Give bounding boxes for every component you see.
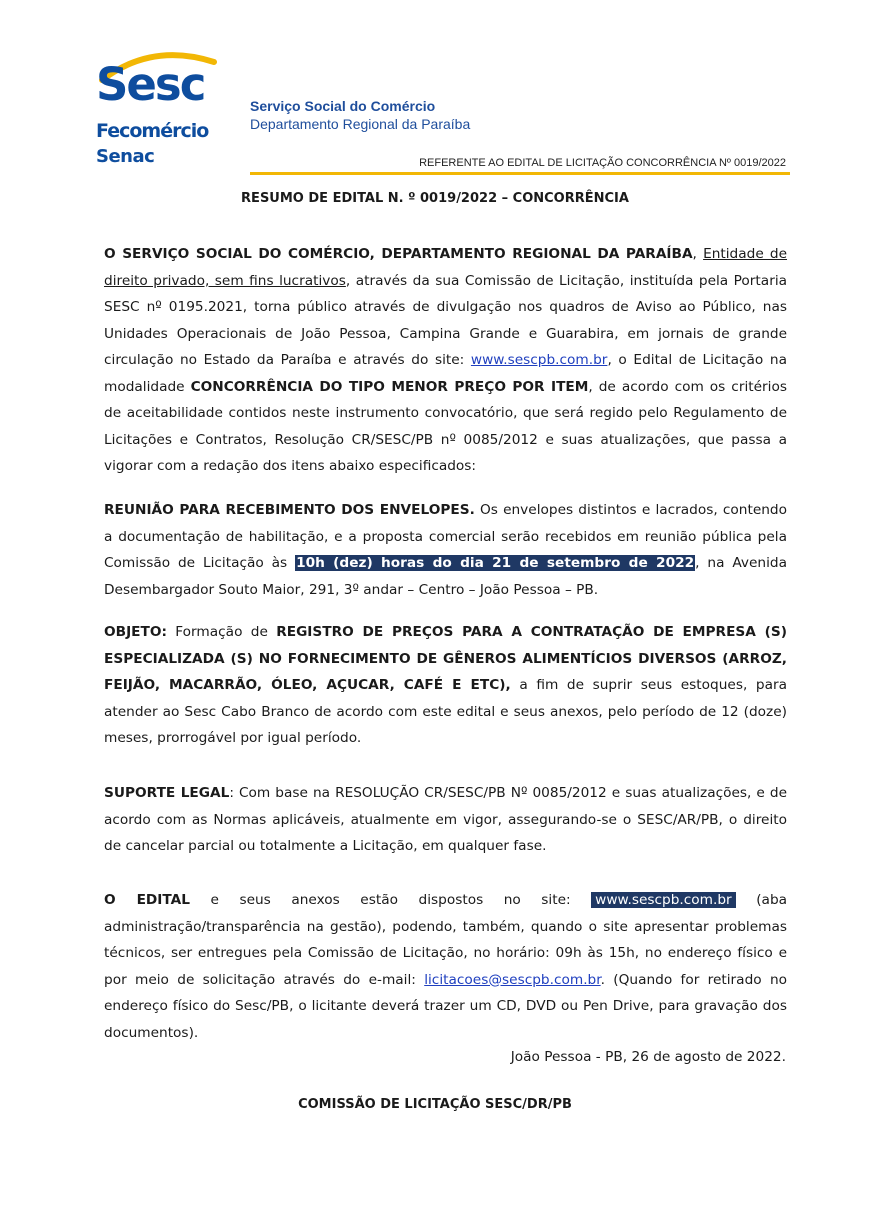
modality: CONCORRÊNCIA DO TIPO MENOR PREÇO POR ITEM [190,378,589,395]
org-name: Serviço Social do Comércio [250,98,436,114]
edital-text-2: (aba administração/transparência na gestão), podendo, também, quando o site apresentar problemas técnicos, ser entregues pela Comissão de Licitação, no horário: 09h às 15h, no endereço físico e por meio de solicitação através do e-mail: [104,892,788,988]
entity-type: Entidade de direito privado, sem fins lucrativos [104,246,788,289]
meeting-heading: REUNIÃO PARA RECEBIMENTO DOS ENVELOPES. [104,502,475,518]
logo-fecomercio-text: Fecomércio [96,120,209,142]
intro-paragraph [104,241,787,480]
object-paragraph [104,619,787,752]
intro-text-2: , o Edital de Licitação na modalidade [104,352,787,395]
object-description: REGISTRO DE PREÇOS PARA A CONTRATAÇÃO DE EMPRESA (S) ESPECIALIZADA (S) NO FORNECIMENTO DE GÊNEROS ALIMENTÍCIOS DIVERSOS (ARROZ, FEIJÃO, MACARRÃO, ÓLEO, AÇUCAR, CAFÉ E ETC), [104,624,787,693]
edital-heading: O EDITAL [104,892,190,908]
logo-senac-text: Senac [96,146,155,167]
legal-support-text: : Com base na RESOLUÇÃO CR/SESC/PB Nº 0085/2012 e suas atualizações, e de acordo com as Normas aplicáveis, atualmente em vigor, assegurando-se o SESC/AR/PB, o direito de cancelar parcial ou totalmente a Licitação, em qualquer fase. [104,785,788,854]
separator-text: , [692,246,704,262]
institution-name: O SERVIÇO SOCIAL DO COMÉRCIO, DEPARTAMENTO REGIONAL DA PARAÍBA [104,246,693,262]
object-heading: OBJETO: [104,624,167,640]
edital-reference: REFERENTE AO EDITAL DE LICITAÇÃO CONCORRÊNCIA Nº 0019/2022 [419,157,786,169]
object-text-2: a fim de suprir seus estoques, para atender ao Sesc Cabo Branco de acordo com este edital e seus anexos, pelo período de 12 (doze) meses, prorrogável por igual período. [104,677,787,746]
object-text-1: Formação de [166,624,277,640]
intro-text-1: , através da sua Comissão de Licitação, instituída pela Portaria SESC nº 0195.2021, torna público através de divulgação nos quadros de Aviso ao Público, nas Unidades Operacionais de João Pessoa, Campina Grande e Guarabira, em jornais de grande circulação no Estado da Paraíba e através do site: [104,272,788,368]
meeting-text-1: Os envelopes distintos e lacrados, contendo a documentação de habilitação, e a proposta comercial serão recebidos em reunião pública pela Comissão de Licitação às [104,502,787,571]
document-title: RESUMO DE EDITAL N. º 0019/2022 – CONCORRÊNCIA [241,191,629,206]
edital-paragraph [104,887,787,1046]
email-link[interactable]: licitacoes@sescpb.com.br [424,971,601,988]
legal-support-paragraph [104,780,787,860]
meeting-text-2: , na Avenida Desembargador Souto Maior, 291, 3º andar – Centro – João Pessoa – PB. [104,555,787,598]
intro-text-3: , de acordo com os critérios de aceitabilidade contidos neste instrumento convocatório, que será regido pelo Regulamento de Licitações e Contratos, Resolução CR/SESC/PB nº 0085/2012 e suas atualizações, que passa a vigorar com a redação dos itens abaixo especificados: [104,378,787,474]
meeting-paragraph [104,497,787,603]
meeting-time-highlight: 10h (dez) horas do dia 21 de setembro de 2022 [296,555,695,571]
edital-text-3: . (Quando for retirado no endereço físico do Sesc/PB, o licitante deverá trazer um CD, DVD ou Pen Drive, para gravação dos documentos). [104,971,787,1041]
edital-website-link[interactable]: www.sescpb.com.br [591,892,736,908]
website-link[interactable]: www.sescpb.com.br [470,352,608,368]
date-line: João Pessoa - PB, 26 de agosto de 2022. [510,1049,786,1065]
legal-support-heading: SUPORTE LEGAL [104,785,230,801]
commission-signature: COMISSÃO DE LICITAÇÃO SESC/DR/PB [298,1097,572,1112]
org-department: Departamento Regional da Paraíba [250,116,471,132]
edital-text-1: e seus anexos estão dispostos no site: [189,892,592,908]
header-divider [250,172,790,175]
logo-sesc-text: Sesc [96,58,205,111]
